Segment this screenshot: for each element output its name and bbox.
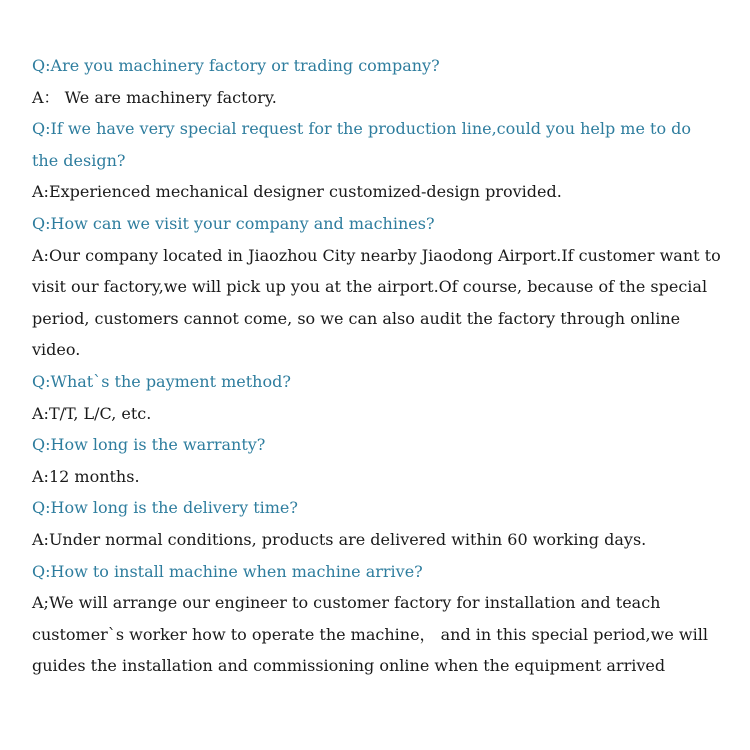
faq-section [32,50,722,682]
faq-question-5: Q:How long is the warranty? [32,435,266,455]
faq-answer-3: A:Our company located in Jiaozhou City nearby Jiaodong Airport.If customer want to visit our factory,we will pick up you at the airport.Of course, because of the special period, customers cannot come, so we can also audit the factory through online video. [32,245,721,360]
faq-answer-4: A:T/T, L/C, etc. [32,403,152,423]
faq-answer-1: A： We are machinery factory. [32,87,277,107]
faq-answer-5: A:12 months. [32,466,140,486]
faq-question-1: Q:Are you machinery factory or trading company? [32,56,440,75]
faq-answer-6: A:Under normal conditions, products are delivered within 60 working days. [32,529,647,549]
faq-question-4: Q:What`s the payment method? [32,371,291,391]
faq-answer-7: A;We will arrange our engineer to customer factory for installation and teach customer`s worker how to operate the machine， and in this special period,we will guides the installation and commissioning online when the equipment arrived [32,593,708,676]
faq-question-2: Q:If we have very special request for the production line,could you help me to do the design? [32,119,692,170]
faq-question-3: Q:How can we visit your company and machines? [32,213,435,233]
faq-question-6: Q:How long is the delivery time? [32,498,298,518]
faq-question-7: Q:How to install machine when machine arrive? [32,561,423,581]
faq-answer-2: A:Experienced mechanical designer customized-design provided. [32,182,562,202]
